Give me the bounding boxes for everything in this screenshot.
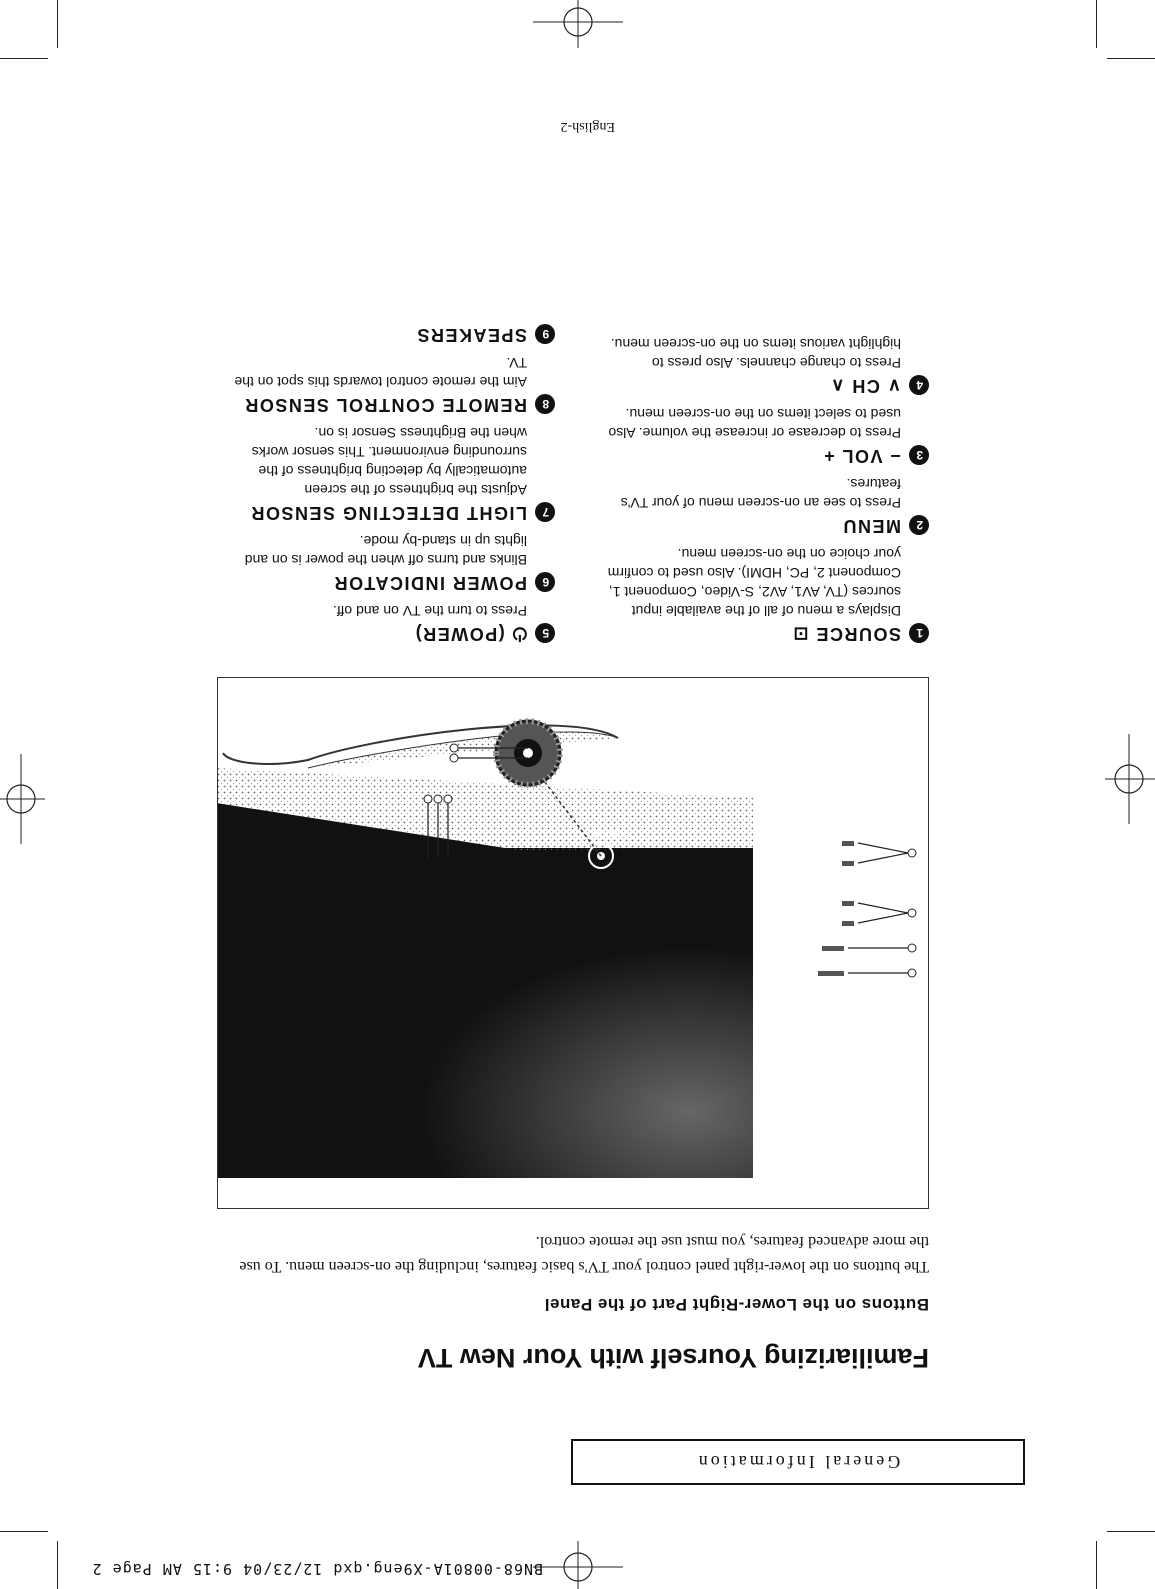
legend-right-column (225, 316, 555, 644)
slug-line: BN68-00801A-X9eng.qxd 12/23/04 9:15 AM Page 2 (91, 1560, 543, 1578)
registration-mark-icon (533, 0, 623, 50)
crop-mark (1107, 1531, 1155, 1532)
registration-mark-icon (1105, 734, 1155, 824)
legend-item-5 (225, 601, 555, 644)
legend-item-2 (599, 474, 929, 536)
figure-frame (217, 677, 929, 1209)
legend-label-power: ⏻ (POWER) (414, 624, 527, 644)
legend-desc-power: Press to turn the TV on and off. (332, 603, 527, 619)
legend-desc-menu: Press to see an on-screen menu of your TV's features. (620, 476, 901, 511)
registration-mark-icon (0, 754, 45, 844)
legend-desc-power-indicator: Blinks and turns off when the power is on and lights up in stand-by mode. (244, 533, 527, 568)
intro-paragraph: The buttons on the lower-right panel control your TV's basic features, including the on-screen menu. To use the more advanced features, you must use the remote control. (239, 1233, 929, 1275)
legend-item-3 (599, 404, 929, 466)
section-header (571, 1439, 1025, 1485)
tv-screen (218, 848, 753, 1178)
legend-item-4 (599, 334, 929, 396)
tv-brand: SAMSUNG (593, 831, 629, 838)
badge-8: 8 (535, 395, 555, 415)
legend-item-1 (599, 544, 929, 644)
page-folio: English-2 (560, 119, 615, 134)
legend-item-8 (225, 353, 555, 415)
legend-label-source: SOURCE ⊡ (791, 624, 901, 644)
badge-4: 4 (909, 376, 929, 396)
legend-item-9 (225, 324, 555, 345)
legend-desc-ch: Press to change channels. Also press to highlight various items on the on-screen menu. (610, 336, 901, 371)
crop-mark (0, 1531, 48, 1532)
badge-6: 6 (535, 573, 555, 593)
tv-panel-illustration (218, 678, 928, 1208)
page-title: Familiarizing Yourself with Your New TV (417, 1343, 929, 1373)
legend-left-column (599, 326, 929, 644)
section-header-label: General Information (695, 1452, 901, 1473)
badge-9: 9 (535, 325, 555, 345)
legend-item-7 (225, 423, 555, 523)
legend-desc-vol: Press to decrease or increase the volume. Also used to select items on the on-screen menu. (608, 406, 901, 441)
crop-mark (1096, 1541, 1097, 1589)
badge-1: 1 (909, 624, 929, 644)
badge-3: 3 (909, 446, 929, 466)
legend-item-6 (225, 531, 555, 593)
crop-mark (1107, 58, 1155, 59)
crop-mark (57, 0, 58, 48)
legend-label-vol: − VOL + (822, 446, 901, 466)
legend-label-speakers: SPEAKERS (415, 325, 527, 345)
crop-mark (1096, 0, 1097, 48)
crop-mark (0, 58, 48, 59)
badge-5: 5 (535, 624, 555, 644)
legend-label-menu: MENU (842, 516, 901, 536)
legend-label-ch: ∨ CH ∧ (829, 376, 901, 396)
badge-7: 7 (535, 503, 555, 523)
badge-2: 2 (909, 516, 929, 536)
section-subtitle: Buttons on the Lower-Right Part of the Panel (544, 1295, 929, 1314)
legend-desc-light-sensor: Adjusts the brightness of the screen automatically by detecting brightness of the surrounding environment. This sensor works when the Brightness Sensor is on. (251, 425, 527, 498)
legend-label-light-sensor: LIGHT DETECTING SENSOR (249, 503, 527, 523)
legend-desc-remote-sensor: Aim the remote control towards this spot on the TV. (234, 355, 527, 390)
registration-mark-icon (533, 1539, 623, 1589)
crop-mark (57, 1541, 58, 1589)
legend-desc-source: Displays a menu of all of the available input sources (TV, AV1, AV2, S-Video, Component 1, Component 2, PC, HDMI). Also used to confirm your choice on the on-screen menu. (607, 546, 901, 619)
legend-label-power-indicator: POWER INDICATOR (333, 573, 527, 593)
legend-label-remote-sensor: REMOTE CONTROL SENSOR (243, 395, 527, 415)
